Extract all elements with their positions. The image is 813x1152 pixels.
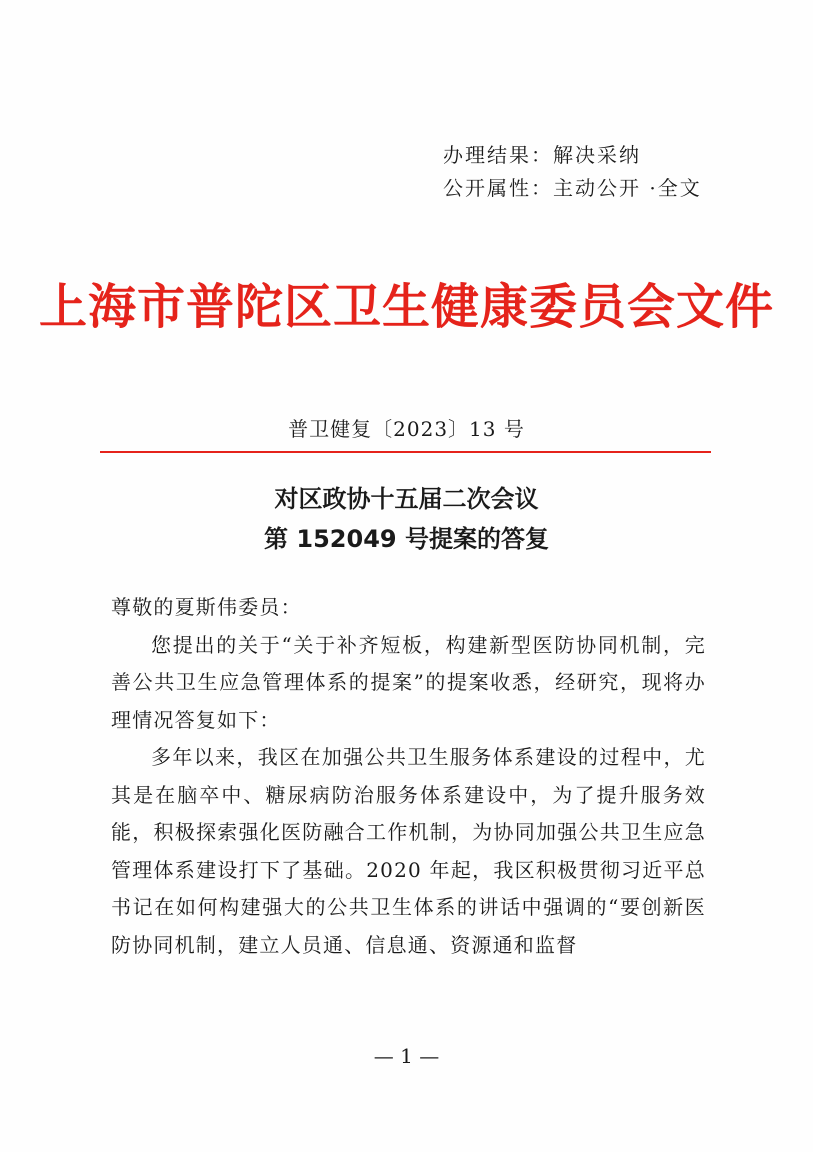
document-title — [0, 479, 813, 559]
document-number: 普卫健复〔2023〕13 号 — [288, 417, 525, 441]
agency-letterhead: 上海市普陀区卫生健康委员会文件 — [38, 279, 774, 335]
letterhead-divider — [100, 451, 711, 453]
document-metadata — [443, 139, 702, 205]
body-paragraph-2: 多年以来，我区在加强公共卫生服务体系建设的过程中，尤其是在脑卒中、糖尿病防治服务体系建设中，为了提升服务效能，积极探索强化医防融合工作机制，为协同加强公共卫生应急管理体系建设打下了基础。2020 年起，我区积极贯彻习近平总书记在如何构建强大的公共卫生体系的讲话中强调的“要创新医防协同机制，建立人员通、信息通、资源通和监督 — [111, 745, 706, 957]
document-body — [111, 589, 706, 964]
handling-result: 办理结果：解决采纳 — [443, 143, 641, 167]
page-number: — 1 — — [373, 1044, 440, 1068]
salutation: 尊敬的夏斯伟委员： — [111, 595, 302, 619]
body-paragraph-1: 您提出的关于“关于补齐短板，构建新型医防协同机制，完善公共卫生应急管理体系的提案”的提案收悉，经研究，现将办理情况答复如下： — [111, 632, 706, 732]
title-line-1: 对区政协十五届二次会议 — [274, 485, 539, 513]
title-line-2: 第 152049 号提案的答复 — [264, 525, 549, 553]
disclosure-attribute: 公开属性：主动公开 ·全文 — [443, 176, 702, 200]
